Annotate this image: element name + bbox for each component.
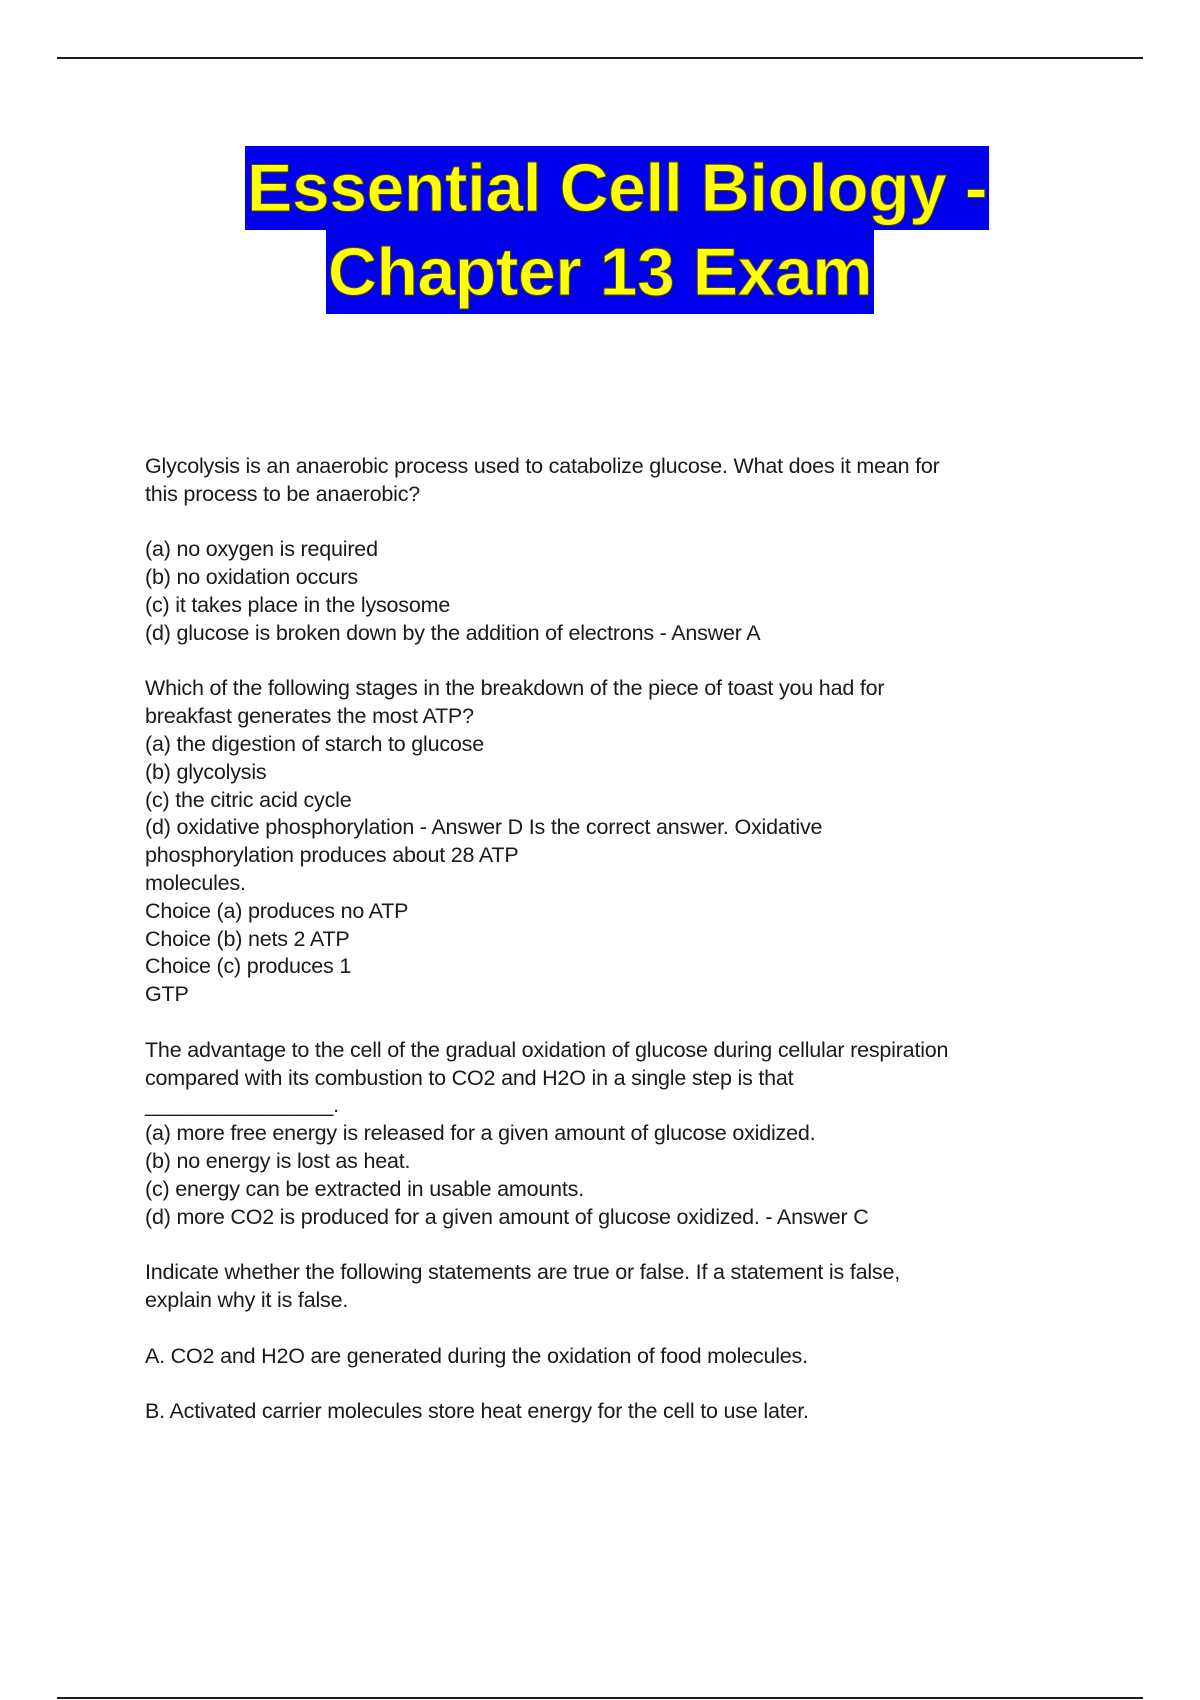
question-prompt: Glycolysis is an anaerobic process used to catabolize glucose. What does it mean for <box>145 454 940 478</box>
answer-option: (c) the citric acid cycle <box>145 787 352 812</box>
question-prompt: Indicate whether the following statements are true or false. If a statement is false, <box>145 1260 901 1285</box>
answer-option: (c) energy can be extracted in usable amounts. <box>145 1176 584 1201</box>
statement-a: A. CO2 and H2O are generated during the oxidation of food molecules. <box>145 1343 808 1368</box>
answer-option: (d) oxidative phosphorylation - Answer D Is the correct answer. Oxidative <box>145 815 823 840</box>
document-body <box>145 453 1095 1426</box>
title-line-1: Essential Cell Biology - <box>245 146 989 230</box>
answer-option: (a) more free energy is released for a given amount of glucose oxidized. <box>145 1121 816 1146</box>
question-prompt: compared with its combustion to CO2 and H2O in a single step is that <box>145 1065 794 1090</box>
fill-in-blank: ________________. <box>145 1093 339 1118</box>
answer-option: (d) more CO2 is produced for a given amount of glucose oxidized. - Answer C <box>145 1204 869 1229</box>
question-4 <box>145 1259 1095 1426</box>
answer-option: (b) no oxidation occurs <box>145 565 358 590</box>
answer-option: (a) no oxygen is required <box>145 537 378 562</box>
answer-explanation: Choice (c) produces 1 <box>145 954 352 979</box>
question-prompt: breakfast generates the most ATP? <box>145 704 474 729</box>
question-2 <box>145 675 1095 1009</box>
answer-option: (b) glycolysis <box>145 759 267 784</box>
answer-option: (b) no energy is lost as heat. <box>145 1148 411 1173</box>
answer-option: (d) glucose is broken down by the addition of electrons - Answer A <box>145 620 761 645</box>
answer-explanation: GTP <box>145 982 189 1007</box>
question-prompt: Which of the following stages in the breakdown of the piece of toast you had for <box>145 676 885 701</box>
answer-explanation: molecules. <box>145 870 246 895</box>
question-prompt: The advantage to the cell of the gradual oxidation of glucose during cellular respiration <box>145 1037 949 1062</box>
answer-option: (a) the digestion of starch to glucose <box>145 731 484 756</box>
question-3 <box>145 1037 1095 1232</box>
statement-b: B. Activated carrier molecules store heat energy for the cell to use later. <box>145 1399 809 1424</box>
question-prompt: this process to be anaerobic? <box>145 481 421 506</box>
question-prompt: explain why it is false. <box>145 1287 349 1312</box>
answer-explanation: phosphorylation produces about 28 ATP <box>145 843 519 868</box>
top-rule <box>57 57 1143 59</box>
answer-option: (c) it takes place in the lysosome <box>145 592 451 617</box>
title-line-2: Chapter 13 Exam <box>326 230 874 314</box>
answer-explanation: Choice (a) produces no ATP <box>145 898 409 923</box>
bottom-rule <box>57 1697 1143 1699</box>
document-title <box>0 146 1200 314</box>
question-1 <box>145 453 1095 648</box>
answer-explanation: Choice (b) nets 2 ATP <box>145 926 350 951</box>
